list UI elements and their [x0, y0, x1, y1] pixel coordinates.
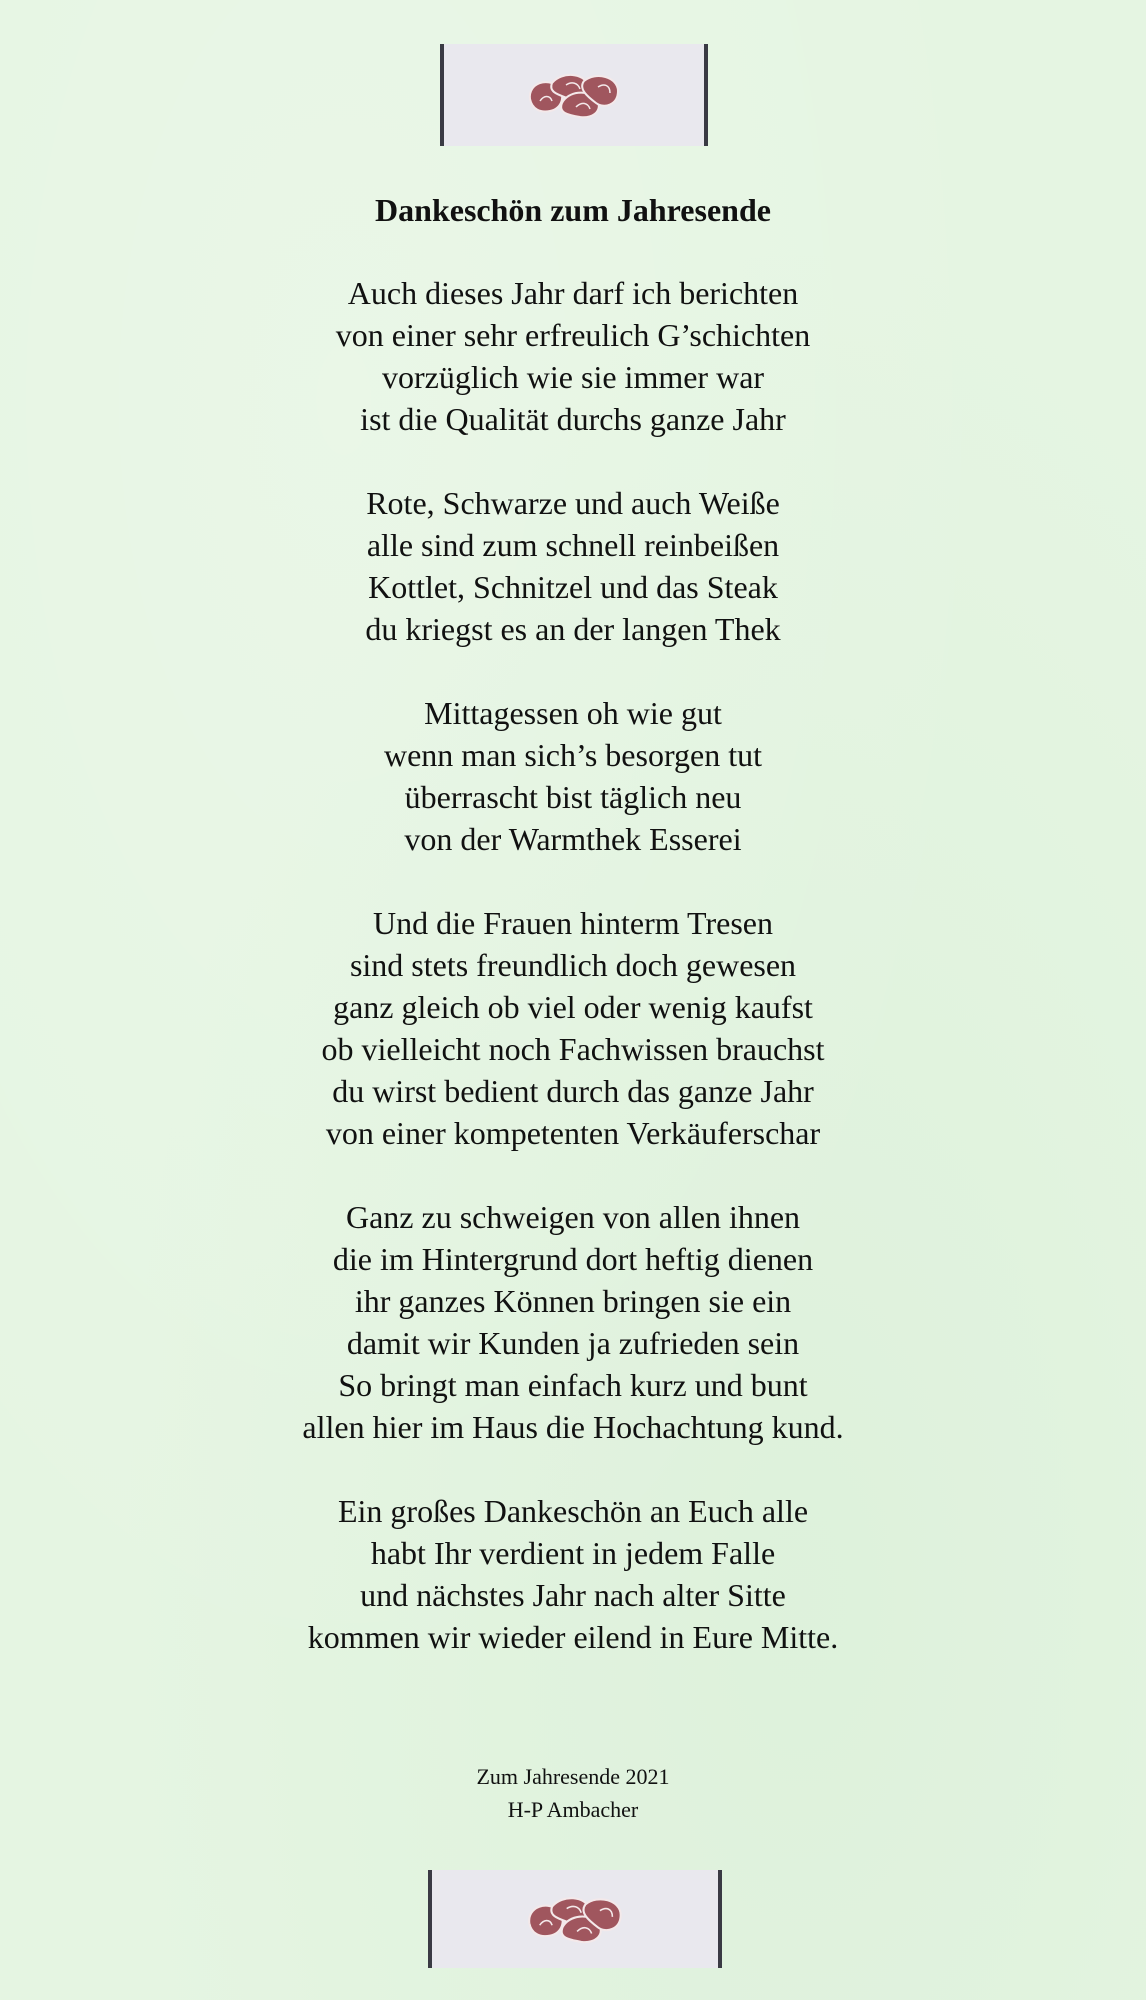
stanza: [0, 272, 1146, 440]
poem-line: ist die Qualität durchs ganze Jahr: [360, 401, 786, 437]
poem-line: von einer kompetenten Verkäuferschar: [325, 1115, 821, 1151]
poem-line: allen hier im Haus die Hochachtung kund.: [302, 1409, 844, 1445]
signature-occasion: Zum Jahresende 2021: [476, 1764, 670, 1789]
poem-line: von einer sehr erfreulich G’schichten: [335, 317, 811, 353]
stanza: [0, 1196, 1146, 1448]
poem-line: Mittagessen oh wie gut: [424, 695, 722, 731]
poem-line: Und die Frauen hinterm Tresen: [373, 905, 773, 941]
stanza: [0, 1490, 1146, 1658]
poem-line: du kriegst es an der langen Thek: [365, 611, 781, 647]
poem-line: ob vielleicht noch Fachwissen brauchst: [321, 1031, 825, 1067]
signature-author: H-P Ambacher: [507, 1797, 639, 1822]
poem-line: ganz gleich ob viel oder wenig kaufst: [333, 989, 813, 1025]
stanza: [0, 692, 1146, 860]
poem-line: vorzüglich wie sie immer war: [381, 359, 765, 395]
stanza: [0, 902, 1146, 1154]
poem-line: alle sind zum schnell reinbeißen: [366, 527, 780, 563]
poem-line: damit wir Kunden ja zufrieden sein: [346, 1325, 800, 1361]
poem-line: Ganz zu schweigen von allen ihnen: [345, 1199, 801, 1235]
poem-line: kommen wir wieder eilend in Eure Mitte.: [307, 1619, 839, 1655]
sausage-knot-icon: [521, 1892, 629, 1946]
poem-line: überrascht bist täglich neu: [404, 779, 742, 815]
poem-line: Ein großes Dankeschön an Euch alle: [337, 1493, 809, 1529]
signature-block: [0, 1760, 1146, 1826]
poem-title: Dankeschön zum Jahresende: [375, 192, 771, 228]
poem-line: So bringt man einfach kurz und bunt: [338, 1367, 808, 1403]
poem-line: habt Ihr verdient in jedem Falle: [370, 1535, 776, 1571]
bottom-ornament: [428, 1870, 722, 1968]
stanza: [0, 482, 1146, 650]
poem-line: sind stets freundlich doch gewesen: [349, 947, 797, 983]
poem-line: du wirst bedient durch das ganze Jahr: [332, 1073, 814, 1109]
poem-line: ihr ganzes Können bringen sie ein: [354, 1283, 792, 1319]
top-ornament: [440, 44, 708, 146]
poem-line: wenn man sich’s besorgen tut: [383, 737, 762, 773]
poem-line: von der Warmthek Esserei: [404, 821, 742, 857]
poem-line: Kottlet, Schnitzel und das Steak: [368, 569, 778, 605]
poem-line: und nächstes Jahr nach alter Sitte: [360, 1577, 786, 1613]
poem-line: die im Hintergrund dort heftig dienen: [332, 1241, 814, 1277]
poem-body: [0, 272, 1146, 1700]
poem-line: Rote, Schwarze und auch Weiße: [366, 485, 780, 521]
sausage-knot-icon: [522, 69, 626, 121]
poem-line: Auch dieses Jahr darf ich berichten: [347, 275, 799, 311]
